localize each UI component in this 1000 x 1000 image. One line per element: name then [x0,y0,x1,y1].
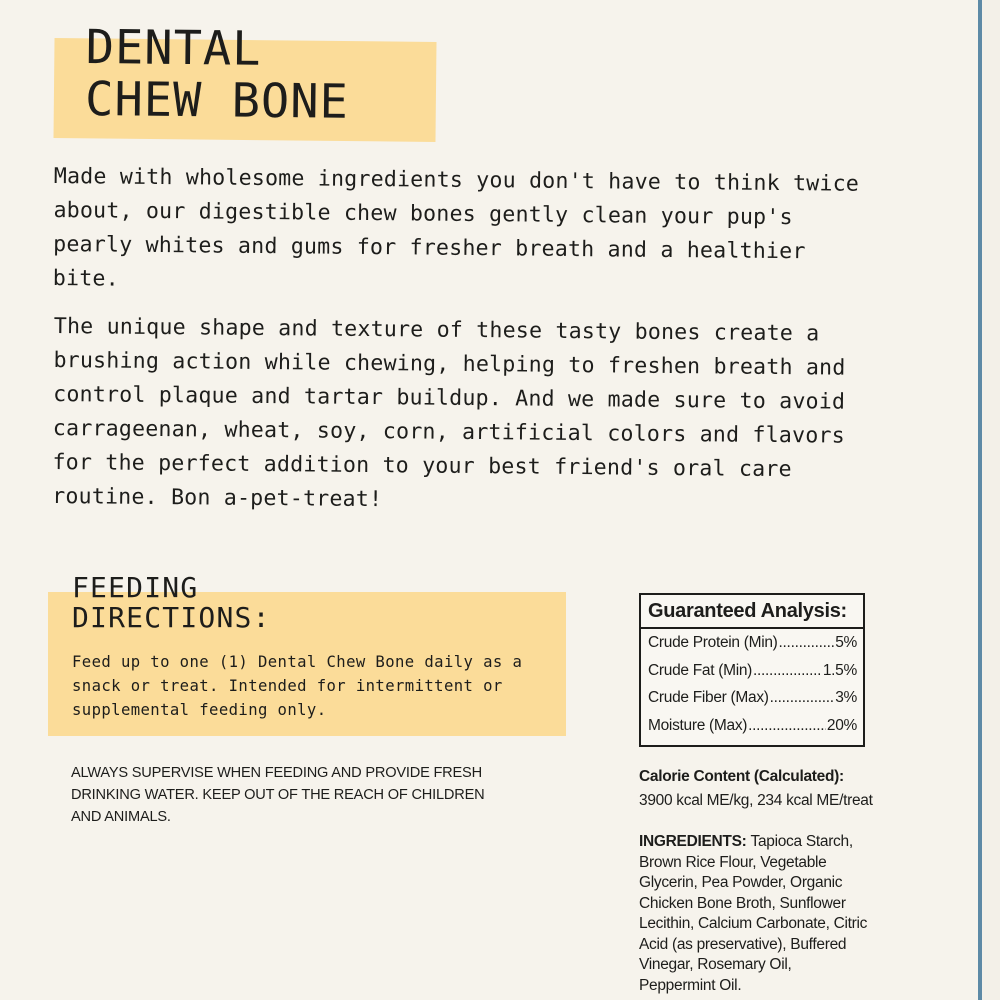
product-title [85,22,350,129]
right-edge-margin [982,0,1000,1000]
feeding-heading-line2: DIRECTIONS: [72,601,271,634]
analysis-row [641,712,863,740]
guaranteed-analysis-title: Guaranteed Analysis: [641,595,863,629]
analysis-row [641,657,863,685]
analysis-value: 20% [826,716,857,734]
ingredients-block [639,832,871,996]
product-title-line1: DENTAL [85,20,262,77]
dot-leader [770,684,835,712]
analysis-row [641,684,863,712]
analysis-value: 5% [835,634,857,651]
analysis-label: Crude Fat (Min) [648,661,753,679]
description-paragraph-1: Made with wholesome ingredients you don't have to think twice about, our digestible chew bones gently clean your pup's pearly whites and gums for fresher breath and a healthier bite. [52,163,860,292]
analysis-label: Moisture (Max) [648,716,748,734]
calorie-label: Calorie Content (Calculated): [639,768,844,785]
description-paragraph-2: The unique shape and texture of these tasty bones create a brushing action while chewing, helping to freshen breath and control plaque and tartar buildup. And we made sure to avoid carrageenan, wheat, soy, corn, artificial colors and flavors for the perfect addition to your best friend's oral care routine. Bon a-pet-treat! [52,313,846,513]
feeding-heading-line1: FEEDING [72,571,199,604]
analysis-row [641,629,863,657]
safety-warning: ALWAYS SUPERVISE WHEN FEEDING AND PROVIDE FRESH DRINKING WATER. KEEP OUT OF THE REACH OF CHILDREN AND ANIMALS. [71,765,485,825]
analysis-label: Crude Fiber (Max) [648,689,769,706]
dot-leader [753,657,822,685]
analysis-value: 1.5% [822,661,857,679]
analysis-label: Crude Protein (Min) [648,634,778,651]
product-title-line2: CHEW BONE [84,71,350,130]
feeding-directions-text: Feed up to one (1) Dental Chew Bone daily as a snack or treat. Intended for intermittent or supplemental feeding only. [72,653,523,719]
dot-leader [748,712,826,740]
calorie-content [639,765,873,813]
feeding-directions-heading [72,573,271,633]
ingredients-text: Tapioca Starch, Brown Rice Flour, Vegetable Glycerin, Pea Powder, Organic Chicken Bone Broth, Sunflower Lecithin, Calcium Carbonate, Citric Acid (as preservative), Buffered Vinegar, Rosemary Oil, Peppermint Oil. [639,833,868,994]
ingredients-label: INGREDIENTS: [639,833,751,850]
guaranteed-analysis-table [639,593,865,747]
calorie-value: 3900 kcal ME/kg, 234 kcal ME/treat [639,792,873,809]
dot-leader [779,629,835,657]
analysis-value: 3% [835,689,857,706]
